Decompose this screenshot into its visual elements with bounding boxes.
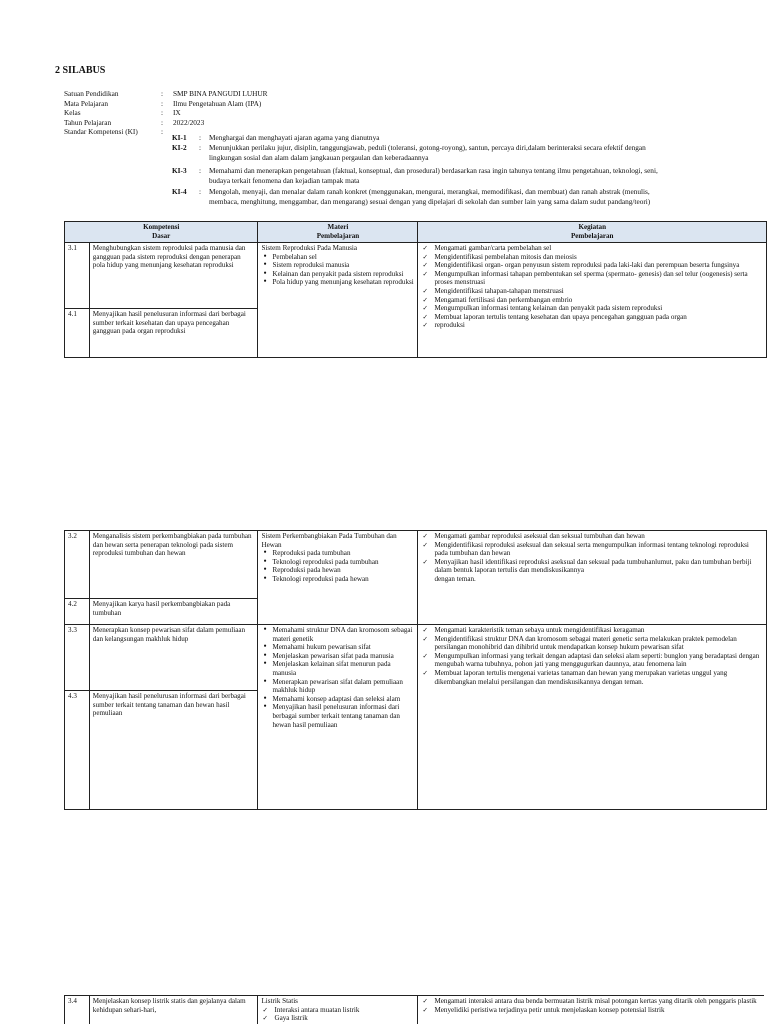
list-item: ✓ Menyajikan hasil identifikasi reproduksi aseksual dan seksual pada tumbuhanlumut, paku dan tumbuhan berbiji dalam bentuk laporan tertulis dan mendiskusikannya bbox=[421, 558, 763, 575]
meta-colon: : bbox=[161, 127, 164, 136]
meta-colon: : bbox=[161, 108, 164, 117]
ki-code: KI-2 bbox=[172, 143, 187, 152]
list-item: ✓ Mengidentifikasi tahapan-tahapan menstruasi bbox=[421, 287, 763, 296]
list-item: ✓ Mengidentifikasi struktur DNA dan kromosom sebagai materi genetic serta melakukan praktek pemodelan persilangan monohibrid dan dihibrid untuk mendapatkan konsep hukum pewarisan sifat bbox=[421, 635, 763, 652]
kd-number: 3.2 bbox=[65, 531, 90, 599]
kd-text: Menganalisis sistem perkembangbiakan pada tumbuhan dan hewan serta penerapan teknologi pada sistem reproduksi tumbuhan dan hewan bbox=[89, 531, 258, 599]
list-item: ✓ reproduksi bbox=[421, 321, 763, 330]
list-item: ✓ Membuat laporan tertulis mengenai varietas tanaman dan hewan yang merupakan varietas unggul yang dikembangkan melalui persilangan dan mendiskusikannya dengan teman. bbox=[421, 669, 763, 686]
meta-label: Mata Pelajaran bbox=[64, 98, 108, 108]
item-list bbox=[421, 532, 763, 575]
list-item: • Memahami hukum pewarisan sifat bbox=[261, 643, 414, 652]
kegiatan-cell bbox=[418, 625, 767, 810]
meta-label: Kelas bbox=[64, 108, 81, 117]
list-item: ✓ Mengamati gambar reproduksi aseksual dan seksual tumbuhan dan hewan bbox=[421, 532, 763, 541]
list-item: • Pola hidup yang menunjang kesehatan reproduksi bbox=[261, 278, 414, 287]
ki-row bbox=[172, 143, 662, 162]
meta-value: IX bbox=[173, 108, 181, 117]
list-item: • Teknologi reproduksi pada hewan bbox=[261, 575, 414, 584]
meta-label: Tahun Pelajaran bbox=[64, 117, 112, 127]
ki-colon: : bbox=[199, 166, 202, 175]
list-item: ✓ Mengidentifikasi organ- organ penyusun sistem reproduksi pada laki-laki dan perempuan beserta fungsinya bbox=[421, 261, 763, 270]
list-item: ✓ Mengidentifikasi pembelahan mitosis dan meiosis bbox=[421, 253, 763, 262]
document-title: 2 SILABUS bbox=[55, 65, 106, 76]
list-item: ✓ Mengumpulkan informasi yang terkait dengan adaptasi dan seleksi alam seperti: bunglon yang beradaptasi dengan mengubah warna tubuhnya, pohon jati yang menggugurkan daunnya, atau fenomena lain bbox=[421, 652, 763, 669]
ki-code: KI-3 bbox=[172, 166, 187, 175]
kd-number: 4.2 bbox=[65, 599, 90, 625]
table-3-clip bbox=[64, 995, 764, 1024]
meta-value: SMP BINA PANGUDI LUHUR bbox=[173, 89, 268, 98]
kd-text: Menerapkan konsep pewarisan sifat dalam pemuliaan dan kelangsungan makhluk hidup bbox=[89, 625, 258, 691]
meta-row bbox=[64, 118, 704, 128]
meta-label: Standar Kompetensi (KI) bbox=[64, 127, 138, 136]
ki-row bbox=[172, 166, 662, 185]
materi-cell: Sistem Reproduksi Pada Manusia • Pembelahan sel • Sistem reproduksi manusia • Kelainan dan penyakit pada sistem reproduksi • Pola hidup yang menunjang kesehatan reproduksi bbox=[258, 243, 418, 358]
meta-row bbox=[64, 108, 704, 118]
meta-row bbox=[64, 89, 704, 99]
list-item: ✓ Mengidentifikasi reproduksi aseksual dan seksual serta mengumpulkan informasi tentang teknologi reproduksi pada tumbuhan dan hewan bbox=[421, 541, 763, 558]
table-row bbox=[65, 625, 767, 691]
kd-text: Menyajikan karya hasil perkembangbiakan pada tumbuhan bbox=[89, 599, 258, 625]
kd-text: Menghubungkan sistem reproduksi pada manusia dan gangguan pada sistem reproduksi dengan penerapan pola hidup yang menunjang kesehatan reproduksi bbox=[89, 243, 258, 309]
list-item: ✓ Interaksi antara muatan listrik bbox=[261, 1006, 414, 1015]
table-row bbox=[65, 243, 767, 309]
item-list bbox=[421, 997, 763, 1014]
list-item: • Menyajikan hasil penelusuran informasi dari berbagai sumber terkait tentang tanaman dan hewan hasil pemuliaan bbox=[261, 703, 414, 729]
ki-code: KI-1 bbox=[172, 133, 187, 142]
list-item: ✓ Mengumpulkan informasi tahapan pembentukan sel sperma (spermato- genesis) dan sel telur (oogenesis) serta proses menstruasi bbox=[421, 270, 763, 287]
list-item: • Menerapkan pewarisan sifat dalam pemuliaan makhluk hidup bbox=[261, 678, 414, 695]
meta-colon: : bbox=[161, 117, 164, 127]
list-item: • Pembelahan sel bbox=[261, 253, 414, 262]
ki-colon: : bbox=[199, 133, 202, 142]
list-item: ✓ Mengamati gambar/carta pembelahan sel bbox=[421, 244, 763, 253]
kd-number: 3.1 bbox=[65, 243, 90, 309]
item-list bbox=[261, 253, 414, 287]
syllabus-table-1 bbox=[64, 221, 767, 358]
meta-value: Ilmu Pengetahuan Alam (IPA) bbox=[173, 98, 262, 108]
meta-label: Satuan Pendidikan bbox=[64, 89, 119, 98]
kd-text: Menjelaskan konsep listrik statis dan gejalanya dalam kehidupan sehari-hari, bbox=[89, 996, 258, 1024]
kegiatan-cell bbox=[418, 996, 764, 1024]
list-item: • Reproduksi pada hewan bbox=[261, 566, 414, 575]
syllabus-table-2 bbox=[64, 530, 767, 810]
list-item: • Menjelaskan kelainan sifat menurun pada manusia bbox=[261, 660, 414, 677]
kd-number: 3.4 bbox=[65, 996, 90, 1024]
header-kompetensi: Kompetensi Dasar bbox=[65, 222, 258, 243]
materi-cell bbox=[258, 625, 418, 810]
ki-row bbox=[172, 133, 662, 143]
ki-text: Menghargai dan menghayati ajaran agama yang dianutnya bbox=[209, 133, 380, 142]
kd-number: 4.1 bbox=[65, 309, 90, 358]
kegiatan-cell bbox=[418, 243, 767, 358]
list-item: • Menjelaskan pewarisan sifat pada manusia bbox=[261, 652, 414, 661]
list-item: • Reproduksi pada tumbuhan bbox=[261, 549, 414, 558]
ki-row bbox=[172, 187, 662, 206]
ki-text: Memahami dan menerapkan pengetahuan (faktual, konseptual, dan prosedural) berdasarkan rasa ingin tahunya tentang ilmu pengetahuan, teknologi, seni, budaya terkait fenomena dan kejadian tampak mata bbox=[209, 166, 658, 185]
list-item: ✓ Mengamati fertilisasi dan perkembangan embrio bbox=[421, 296, 763, 305]
item-list bbox=[261, 1006, 414, 1023]
syllabus-table-3 bbox=[64, 995, 764, 1024]
table-row bbox=[65, 996, 765, 1024]
list-item: ✓ Gaya listrik bbox=[261, 1014, 414, 1023]
materi-cell: Listrik Statis ✓ Interaksi antara muatan listrik ✓ Gaya listrik bbox=[258, 996, 418, 1024]
ki-colon: : bbox=[199, 187, 202, 196]
ki-colon: : bbox=[199, 143, 202, 152]
list-item: • Kelainan dan penyakit pada sistem reproduksi bbox=[261, 270, 414, 279]
meta-colon: : bbox=[161, 98, 164, 108]
item-list bbox=[421, 244, 763, 330]
header-materi: Materi Pembelajaran bbox=[258, 222, 418, 243]
list-item: ✓ Menyelidiki peristiwa terjadinya petir untuk menjelaskan konsep potensial listrik bbox=[421, 1006, 763, 1015]
kd-number: 3.3 bbox=[65, 625, 90, 691]
kd-text: Menyajikan hasil penelurusan informasi dari berbagai sumber terkait tentang tanaman dan hewan hasil pemuliaan bbox=[89, 691, 258, 810]
list-item: • Memahami konsep adaptasi dan seleksi alam bbox=[261, 695, 414, 704]
list-item: • Teknologi reproduksi pada tumbuhan bbox=[261, 558, 414, 567]
list-item: ✓ Mengamati karakteristik teman sebaya untuk mengidentifikasi keragaman bbox=[421, 626, 763, 635]
materi-cell: Sistem Perkembangbiakan Pada Tumbuhan dan Hewan • Reproduksi pada tumbuhan • Teknologi reproduksi pada tumbuhan • Reproduksi pada hewan • Teknologi reproduksi pada hewan bbox=[258, 531, 418, 625]
list-item: • Memahami struktur DNA dan kromosom sebagai materi genetik bbox=[261, 626, 414, 643]
list-item: • Sistem reproduksi manusia bbox=[261, 261, 414, 270]
meta-row bbox=[64, 99, 704, 109]
item-list bbox=[261, 549, 414, 583]
ki-code: KI-4 bbox=[172, 187, 187, 196]
table-header-row bbox=[65, 222, 767, 243]
list-item: ✓ Membuat laporan tertulis tentang kesehatan dan upaya pencegahan gangguan pada organ bbox=[421, 313, 763, 322]
item-list bbox=[421, 626, 763, 686]
list-item: ✓ Mengamati interaksi antara dua benda bermuatan listrik misal potongan kertas yang ditarik oleh penggaris plastik bbox=[421, 997, 763, 1006]
meta-value: 2022/2023 bbox=[173, 117, 205, 127]
kegiatan-cell: ✓ Mengamati gambar reproduksi aseksual dan seksual tumbuhan dan hewan ✓ Mengidentifikasi reproduksi aseksual dan seksual serta mengumpulkan informasi tentang teknologi reproduksi pada tumbuhan dan hewan ✓ Menyajikan hasil identifikasi reproduksi aseksual dan seksual pada tumbuhanlumut, paku dan tumbuhan berbiji dalam bentuk laporan tertulis dan mendiskusikannya dengan teman. bbox=[418, 531, 767, 625]
ki-text: Mengolah, menyaji, dan menalar dalam ranah konkret (menggunakan, mengurai, merangkai, memodifikasi, dan membuat) dan ranah abstrak (menulis, membaca, menghitung, menggambar, dan mengarang) sesuai dengan yang dipelajari di sekolah dan sumber lain yang sama dalam sudut pandang/teori) bbox=[209, 187, 651, 206]
table-row bbox=[65, 531, 767, 599]
header-kegiatan: Kegiatan Pembelajaran bbox=[418, 222, 767, 243]
list-item: ✓ Mengumpulkan informasi tentang kelainan dan penyakit pada sistem reproduksi bbox=[421, 304, 763, 313]
kd-text: Menyajikan hasil penelusuran informasi dari berbagai sumber terkait kesehatan dan upaya pencegahan gangguan pada organ reproduksi bbox=[89, 309, 258, 358]
meta-colon: : bbox=[161, 89, 164, 98]
item-list bbox=[261, 626, 414, 729]
identity-block bbox=[64, 89, 704, 137]
kd-number: 4.3 bbox=[65, 691, 90, 810]
ki-text: Menunjukkan perilaku jujur, disiplin, tanggungjawab, peduli (toleransi, gotong-royong), santun, percaya diri,dalam berinteraksi secara efektif dengan lingkungan sosial dan alam dalam jangkauan pergaulan dan keberadaannya bbox=[209, 143, 646, 162]
